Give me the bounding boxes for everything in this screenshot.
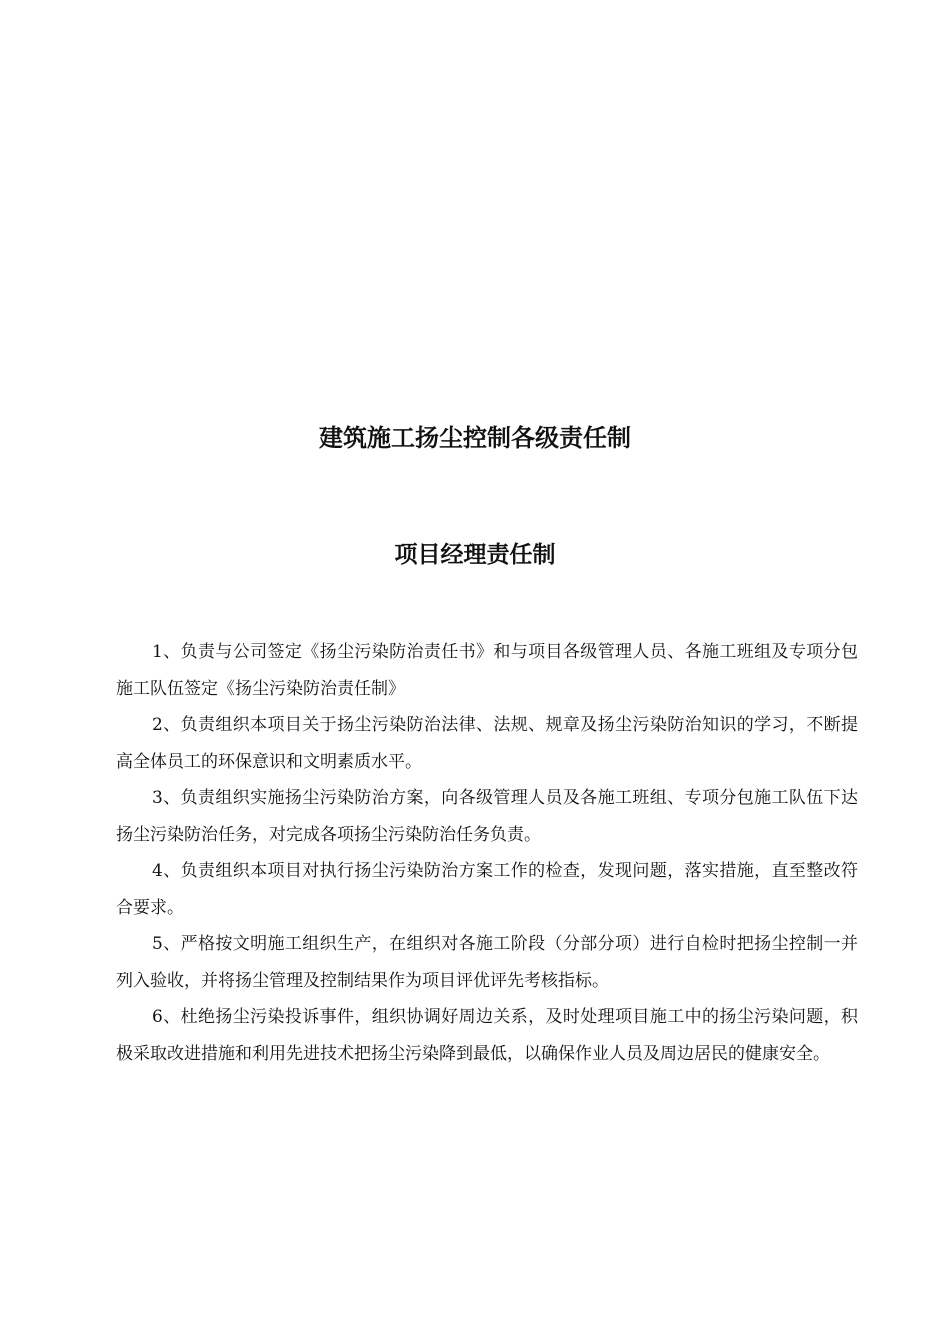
paragraph-3: 3、负责组织实施扬尘污染防治方案，向各级管理人员及各施工班组、专项分包施工队伍下达扬尘污染防治任务，对完成各项扬尘污染防治任务负责。 [116,788,858,845]
section-title: 项目经理责任制 [394,541,556,568]
paragraph-5: 5、严格按文明施工组织生产，在组织对各施工阶段（分部分项）进行自检时把扬尘控制一并列入验收，并将扬尘管理及控制结果作为项目评优评先考核指标。 [116,934,858,991]
document-title: 建筑施工扬尘控制各级责任制 [319,423,631,452]
document-body [116,634,858,1072]
paragraph-4: 4、负责组织本项目对执行扬尘污染防治方案工作的检查，发现问题，落实措施，直至整改符合要求。 [116,861,858,918]
paragraph-2: 2、负责组织本项目关于扬尘污染防治法律、法规、规章及扬尘污染防治知识的学习，不断提高全体员工的环保意识和文明素质水平。 [116,715,858,772]
paragraph-6: 6、杜绝扬尘污染投诉事件，组织协调好周边关系，及时处理项目施工中的扬尘污染问题，积极采取改进措施和利用先进技术把扬尘污染降到最低，以确保作业人员及周边居民的健康安全。 [116,1007,858,1064]
paragraph-1: 1、负责与公司签定《扬尘污染防治责任书》和与项目各级管理人员、各施工班组及专项分包施工队伍签定《扬尘污染防治责任制》 [116,642,858,699]
